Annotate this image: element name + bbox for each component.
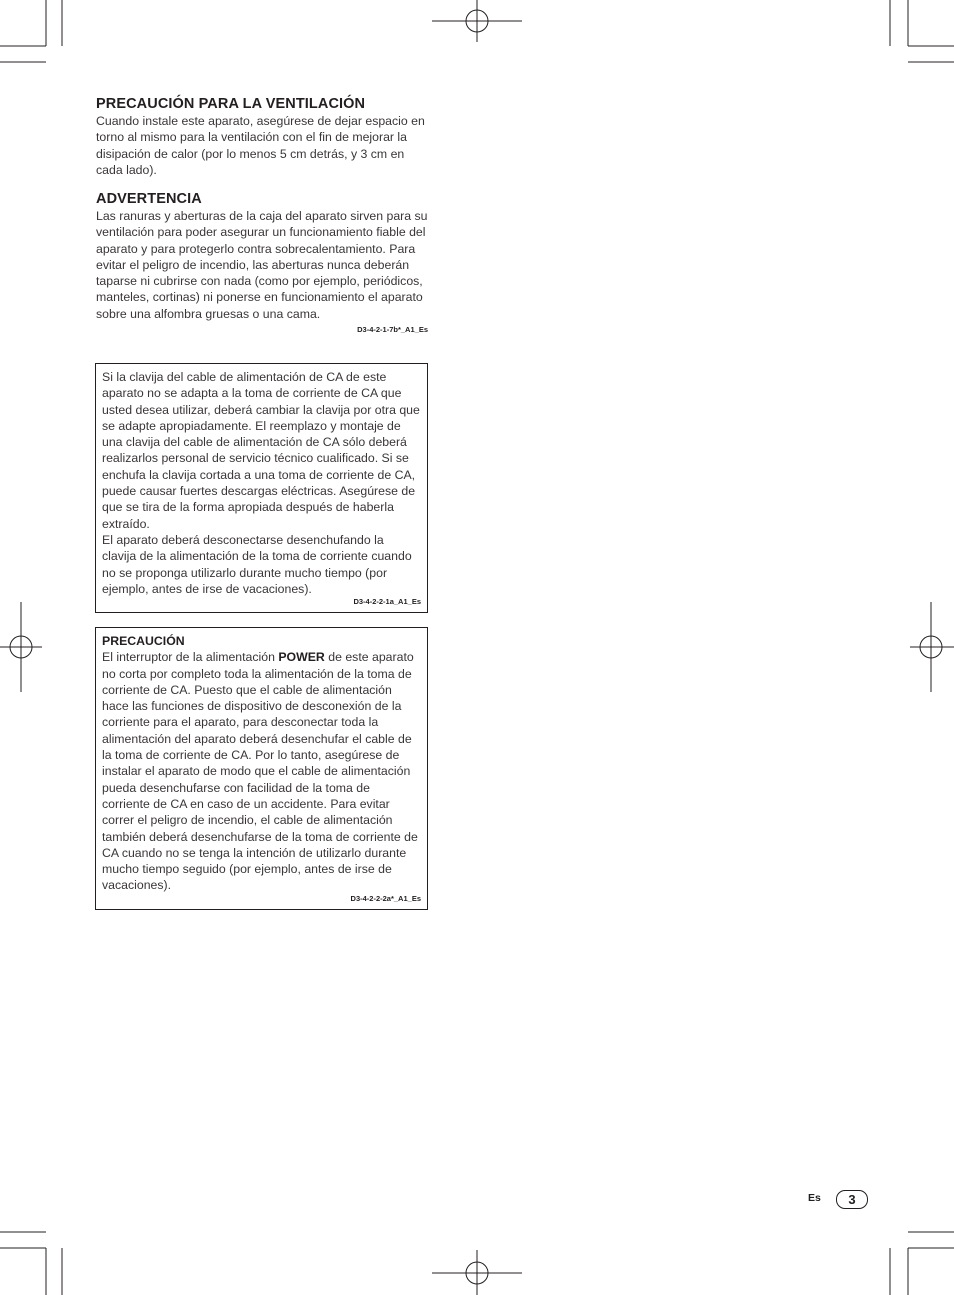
page-number: 3: [836, 1190, 868, 1209]
section-advertencia: [96, 190, 428, 335]
clavija-code: D3-4-2-2-1a_A1_Es: [353, 597, 421, 607]
ventilacion-heading: PRECAUCIÓN PARA LA VENTILACIÓN: [96, 96, 366, 112]
box-clavija: [95, 363, 428, 613]
power-label: POWER: [278, 650, 325, 665]
precaucion-text-after: de este aparato no corta por completo toda la alimentación de la toma de corriente de CA. Puesto que el cable de alimentación hace las funciones de dispositivo de desconexión de la corriente para el aparato, para desconectar toda la alimentación del aparato deberá desenchufar el cable de la toma de corriente de CA. Por lo tanto, asegúrese de instalar el aparato de modo que el cable de alimentación pueda desenchufarse con facilidad de la toma de corriente de CA en caso de un accidente. Para evitar correr el peligro de incendio, el cable de alimentación también deberá desenchufarse de la toma de corriente de CA cuando no se tenga la intención de utilizarlo durante mucho tiempo seguido (por ejemplo, antes de irse de vacaciones).: [102, 650, 418, 893]
precaucion-text-before: El interruptor de la alimentación: [102, 650, 279, 665]
precaucion-heading: PRECAUCIÓN: [102, 634, 185, 648]
registration-target-left: [0, 602, 42, 692]
precaucion-code: D3-4-2-2-2a*_A1_Es: [350, 893, 421, 903]
box-precaucion: [95, 627, 428, 910]
clavija-text-1: Si la clavija del cable de alimentación de CA de este aparato no se adapta a la toma de corriente de CA que usted desea utilizar, deberá cambiar la clavija por otra que se adapte apropiadamente. El reemplazo y montaje de una clavija del cable de alimentación de CA sólo deberá realizarlos personal de servicio técnico cualificado. Si se enchufa la clavija cortada a una toma de corriente de CA, puede causar fuertes descargas eléctricas. Asegúrese de que se tira de la forma apropiada después de haberla extraído.: [102, 370, 420, 531]
precaucion-text: [102, 649, 421, 893]
advertencia-text: Las ranuras y aberturas de la caja del aparato sirven para su ventilación para poder asegurar un funcionamiento fiable del aparato y para protegerlo contra sobrecalentamiento. Para evitar el peligro de incendio, las aberturas nunca deberán taparse ni cubrirse con nada (como por ejemplo, periódicos, manteles, cortinas) ni ponerse en funcionamiento el aparato sobre una alfombra gruesas o una cama.: [96, 209, 428, 321]
advertencia-heading: ADVERTENCIA: [96, 191, 202, 207]
clavija-text-2: El aparato deberá desconectarse desenchufando la clavija de la alimentación de la toma de corriente cuando no se proponga utilizarlo durante mucho tiempo (por ejemplo, antes de irse de vacaciones).: [102, 532, 412, 596]
section-ventilacion: [96, 95, 428, 178]
language-label: Es: [808, 1192, 821, 1204]
registration-target-top: [432, 0, 522, 42]
registration-target-right: [910, 602, 954, 692]
registration-target-bottom: [432, 1250, 522, 1295]
advertencia-code: D3-4-2-1-7b*_A1_Es: [357, 325, 428, 335]
ventilacion-text: Cuando instale este aparato, asegúrese de dejar espacio en torno al mismo para la ventilación con el fin de mejorar la disipación de calor (por lo menos 5 cm detrás, y 3 cm en cada lado).: [96, 114, 425, 177]
